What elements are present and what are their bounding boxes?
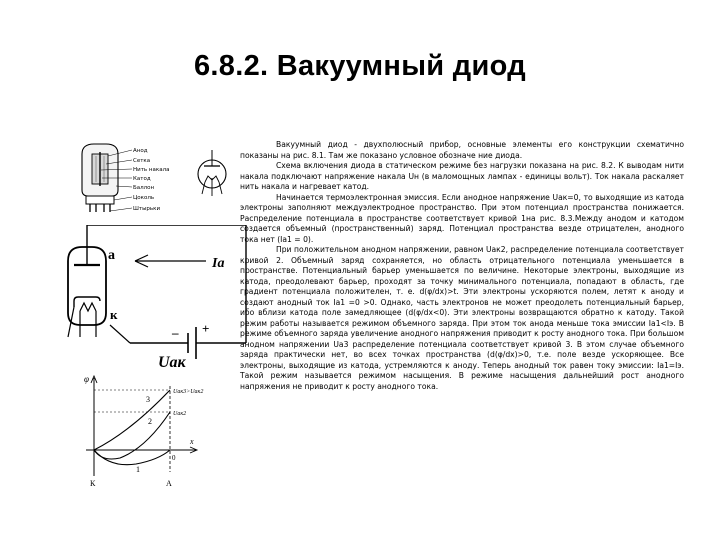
paragraph-1: Вакуумный диод - двухполюсный прибор, основные элементы его конструкции схематично показаны на рис. 8.1. Там же показано условное обозначе ние диода.	[240, 140, 684, 160]
label-pins: Штырьки	[133, 206, 161, 212]
body-text	[240, 140, 684, 392]
label-voltage-uak: Uак	[158, 354, 186, 370]
label-curve-2: 2	[148, 417, 152, 426]
label-curve-3: 3	[146, 395, 150, 404]
label-zero: 0	[172, 454, 176, 462]
diode-construction-figure	[72, 140, 234, 218]
label-filament: Нить накала	[133, 167, 170, 173]
label-plus: +	[202, 321, 210, 336]
label-anode: Анод	[133, 148, 148, 154]
label-cathode: Катод	[133, 176, 151, 182]
label-anode-a: a	[108, 248, 115, 263]
label-curve-1: 1	[136, 465, 140, 474]
label-u3: Uак3>Uак2	[173, 389, 204, 395]
slide-title: 6.8.2. Вакуумный диод	[194, 50, 526, 82]
diode-circuit-figure	[60, 225, 250, 370]
label-k: К	[90, 479, 96, 488]
paragraph-4: При положительном анодном напряжении, равном Uак2, распределение потенциала соответствует кривой 2. Объемный заряд сохраняется, но область отрицательного потенциала уменьшается в пространстве. Потенциальный барьер уменьшается по величине. Некоторые электроны, выходящие из катода, преодолевают барьер, проходят за точку минимального потенциала, попадают в область, где градиент потенциала положителен, т. е. d(φ/dx)>t. Эти электроны ускоряются полем, летят к аноду и создают анодный ток Iа1 =0 >0. Однако, часть электронов не может преодолеть потенциальный барьер, ибо вблизи катода поле замедляющее (d(φ/dx<0). Эти электроны возвращаются обратно к катоду. Такой режим работы называется режимом объемного заряда. При этом ток анода меньше тока эмиссии Iа1<Iэ. В режиме объемного заряда увеличение анодного напряжения приводит к росту анодного тока. При большом анодном напряжении Uа3 распределение потенциала соответствует кривой 3. В этом случае объемного заряда практически нет, во всех точках пространства (d(φ/dx)>0, т.е. поле везде ускоряющее. Все электроны, выходящие из катода, устремляются к аноду. Теперь анодный ток равен току эмиссии: Iа1=Iэ. Такой режим называется режимом насыщения. В режиме насыщения дальнейший рост анодного напряжения не приводит к росту анодного тока.	[240, 245, 684, 391]
label-x: x	[190, 437, 194, 446]
label-a: А	[166, 479, 172, 488]
paragraph-3: Начинается термоэлектронная эмиссия. Если анодное напряжение Uак=0, то выходящие из катода электроны заполняют междуэлектродное пространство. При этом потенциал пространства понижается. Распределение потенциала в пространстве соответствует кривой 1на рис. 8.3.Между анодом и катодом создается объемный (пространственный) заряд. Потенциал пространства везде отрицателен, анодного тока нет (Iа1 = 0).	[240, 192, 684, 244]
label-phi: φ	[84, 374, 89, 384]
paragraph-2: Схема включения диода в статическом режиме без нагрузки показана на рис. 8.2. К выводам нити накала подключают напряжение накала Uн (в маломощных лампах - единицы вольт). Ток накала раскаляет нить накала и нагревает катод.	[240, 161, 684, 191]
label-u2: Uак2	[173, 411, 187, 417]
label-current-ia: Ia	[212, 256, 225, 271]
label-bulb: Баллон	[133, 185, 155, 191]
label-minus: –	[172, 325, 179, 340]
label-grid: Сетка	[133, 158, 151, 164]
potential-distribution-figure	[80, 372, 208, 488]
label-cathode-k: к	[110, 307, 118, 322]
label-base: Цоколь	[133, 195, 155, 201]
